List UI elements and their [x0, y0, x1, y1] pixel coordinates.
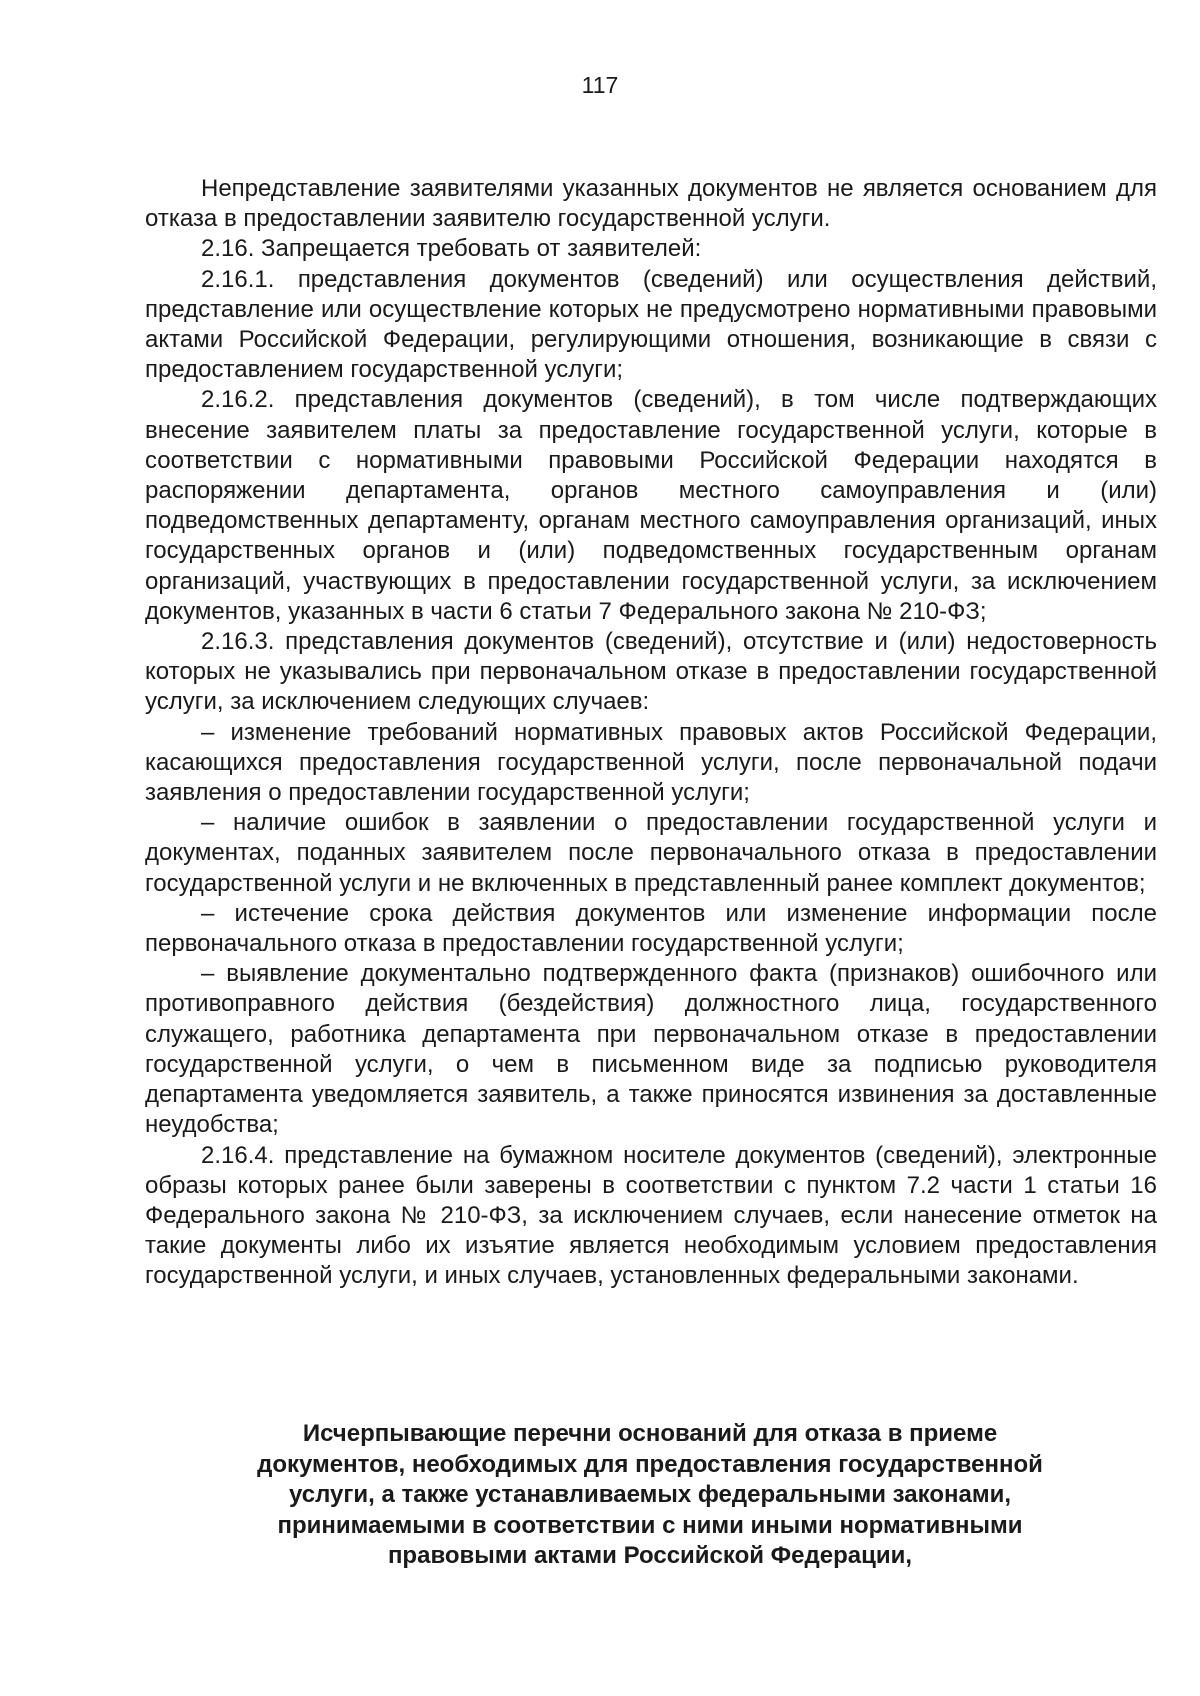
- list-item-official-misconduct: – выявление документально подтвержденного факта (признаков) ошибочного или противоправного действия (бездействия) должностного лица, государственного служащего, работника департамента при первоначальном отказе в предоставлении государственной услуги, о чем в письменном виде за подписью руководителя департамента уведомляется заявитель, а также приносятся извинения за доставленные неудобства;: [145, 960, 1157, 1139]
- paragraph-2-16-1: 2.16.1. представления документов (сведений) или осуществления действий, представление или осуществление которых не предусмотрено нормативными правовыми актами Российской Федерации, регулирующими отношения, возникающие в связи с предоставлением государственной услуги;: [145, 265, 1157, 384]
- paragraph-2-16-2: 2.16.2. представления документов (сведений), в том числе подтверждающих внесение заявителем платы за предоставление государственной услуги, которые в соответствии с нормативными правовыми Российской Федерации находятся в распоряжении департамента, органов местного самоуправления и (или) подведомственных департаменту, органам местного самоуправления организаций, иных государственных органов и (или) подведомственных государственным органам организаций, участвующих в предоставлении государственной услуги, за исключением документов, указанных в части 6 статьи 7 Федерального закона № 210-ФЗ;: [145, 386, 1157, 625]
- list-item-application-errors: – наличие ошибок в заявлении о предоставлении государственной услуги и документах, поданных заявителем после первоначального отказа в предоставлении государственной услуги и не включенных в представленный ранее комплект документов;: [145, 809, 1157, 897]
- heading-line: принимаемыми в соответствии с ними иными нормативными: [277, 1511, 1023, 1539]
- document-body: [145, 174, 1157, 1292]
- page-number: 117: [581, 72, 619, 98]
- heading-line: Исчерпывающие перечни оснований для отказа в приеме: [302, 1420, 998, 1447]
- heading-line: правовыми актами Российской Федерации,: [387, 1542, 913, 1569]
- heading-line: документов, необходимых для предоставления государственной: [257, 1450, 1043, 1478]
- paragraph-non-submission: Непредставление заявителями указанных документов не является основанием для отказа в предоставлении заявителю государственной услуги.: [145, 175, 1157, 233]
- list-item-requirements-change: – изменение требований нормативных правовых актов Российской Федерации, касающихся предоставления государственной услуги, после первоначальной подачи заявления о предоставлении государственной услуги;: [145, 718, 1157, 807]
- heading-line: услуги, а также устанавливаемых федеральными законами,: [289, 1481, 1011, 1508]
- paragraph-2-16: 2.16. Запрещается требовать от заявителей:: [201, 235, 702, 263]
- paragraph-2-16-3: 2.16.3. представления документов (сведений), отсутствие и (или) недостоверность которых не указывались при первоначальном отказе в предоставлении государственной услуги, за исключением следующих случаев:: [145, 628, 1157, 716]
- paragraph-2-16-4: 2.16.4. представление на бумажном носителе документов (сведений), электронные образы которых ранее были заверены в соответствии с пунктом 7.2 части 1 статьи 16 Федерального закона № 210-ФЗ, за исключением случаев, если нанесение отметок на такие документы либо их изъятие является необходимым условием предоставления государственной услуги, и иных случаев, установленных федеральными законами.: [145, 1141, 1157, 1290]
- section-heading: [200, 1419, 1100, 1572]
- list-item-document-expiry: – истечение срока действия документов или изменение информации после первоначального отказа в предоставлении государственной услуги;: [145, 899, 1157, 958]
